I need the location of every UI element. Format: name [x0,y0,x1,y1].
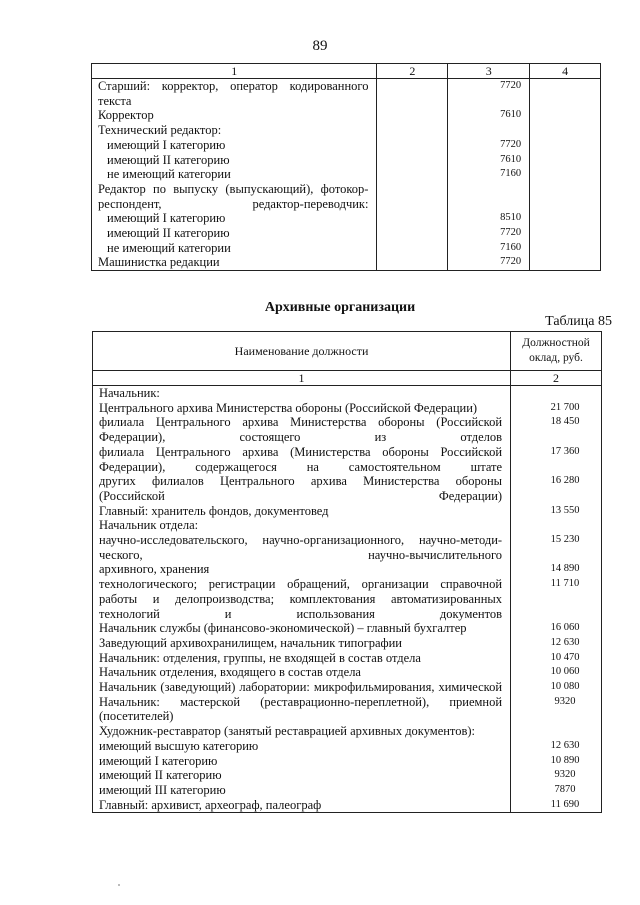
salary-header: Должностной оклад, руб. [511,332,602,371]
position-label: имеющий высшую категорию [93,739,511,754]
position-label: архивного, хранения [93,562,511,577]
header-row [93,332,602,371]
table-row [93,665,602,680]
table-row [93,474,602,503]
salary-value: 11 690 [511,798,602,813]
salary-value: 18 450 [511,415,602,444]
empty-cell [530,108,601,123]
position-label: Технический редактор: [92,123,377,138]
salary-value: 17 360 [511,445,602,474]
salary-value: 16 280 [511,474,602,503]
salary-value: 10 890 [511,754,602,769]
position-label: Начальник отдела: [93,518,511,533]
salary-value: 7720 [448,79,530,109]
empty-cell [377,211,448,226]
salary-value: 10 060 [511,665,602,680]
continued-salary-table [91,63,601,271]
salary-value: 7720 [448,226,530,241]
salary-value: 7720 [448,138,530,153]
table-row [92,153,601,168]
column-number: 2 [377,64,448,79]
section-title: Архивные организации [264,300,416,315]
table-row [93,401,602,416]
position-label: имеющий I категорию [92,211,377,226]
empty-cell [530,153,601,168]
salary-value [511,386,602,401]
position-label: имеющий II категорию [92,226,377,241]
page-number: 89 [312,38,328,54]
table-row [93,386,602,401]
salary-value: 15 230 [511,533,602,562]
salary-value: 7160 [448,241,530,256]
table-row [93,562,602,577]
position-label: Старший: корректор, оператор кодированного текста [92,79,377,109]
table-row [93,783,602,798]
position-label: Редактор по выпуску (выпускающий), фотокор-респондент, редактор-переводчик: [92,182,377,211]
table-row [93,695,602,724]
empty-cell [530,167,601,182]
position-label: имеющий I категорию [92,138,377,153]
column-number: 1 [92,64,377,79]
salary-value: 8510 [448,211,530,226]
empty-cell [377,182,448,211]
empty-cell [530,241,601,256]
table-row [92,255,601,270]
salary-value [448,123,530,138]
empty-cell [377,123,448,138]
table-row [93,651,602,666]
salary-value: 12 630 [511,739,602,754]
table-row [93,739,602,754]
table-row [93,798,602,813]
salary-value: 10 470 [511,651,602,666]
empty-cell [377,241,448,256]
empty-cell [377,108,448,123]
table-row [93,518,602,533]
table-row [93,754,602,769]
column-number: 2 [511,371,602,386]
salary-value: 12 630 [511,636,602,651]
position-label: Машинистка редакции [92,255,377,270]
archive-salary-table [92,331,602,813]
position-label: филиала Центрального архива (Министерства обороны Российской Федерации), содержащегося на самостоятельном штате [93,445,511,474]
salary-value: 10 080 [511,680,602,695]
empty-cell [377,226,448,241]
table-row [92,167,601,182]
salary-value: 14 890 [511,562,602,577]
table-row [92,79,601,109]
table-row [93,504,602,519]
salary-value: 7160 [448,167,530,182]
empty-cell [377,138,448,153]
position-label: Начальник: отделения, группы, не входящей в состав отдела [93,651,511,666]
salary-value: 21 700 [511,401,602,416]
table-row [92,211,601,226]
column-number-row [92,64,601,79]
empty-cell [530,138,601,153]
empty-cell [530,211,601,226]
table-number: Таблица 85 [545,314,612,329]
table-row [93,577,602,621]
position-label: научно-исследовательского, научно-организационного, научно-методи-ческого, научно-вычислительного [93,533,511,562]
salary-value: 9320 [511,695,602,724]
position-label: Центрального архива Министерства обороны (Российской Федерации) [93,401,511,416]
table-row [93,768,602,783]
column-number: 3 [448,64,530,79]
table-row [92,182,601,211]
position-label: Начальник: мастерской (реставрационно-переплетной), приемной (посетителей) [93,695,511,724]
position-label: Начальник (заведующий) лаборатории: микрофильмирования, химической [93,680,511,695]
empty-cell [530,226,601,241]
column-number: 1 [93,371,511,386]
table-row [92,108,601,123]
table-row [93,621,602,636]
empty-cell [530,79,601,109]
column-number-row [93,371,602,386]
position-label: имеющий II категорию [92,153,377,168]
position-name-header: Наименование должности [93,332,511,371]
empty-cell [530,123,601,138]
position-label: Заведующий архивохранилищем, начальник типографии [93,636,511,651]
salary-value: 11 710 [511,577,602,621]
empty-cell [377,79,448,109]
empty-cell [530,182,601,211]
table-row [92,241,601,256]
salary-value [511,724,602,739]
position-label: Начальник: [93,386,511,401]
salary-value: 7610 [448,108,530,123]
position-label: других филиалов Центрального архива Министерства обороны (Российской Федерации) [93,474,511,503]
table-row [93,724,602,739]
position-label: не имеющий категории [92,167,377,182]
empty-cell [377,153,448,168]
table-row [93,415,602,444]
empty-cell [377,255,448,270]
column-number: 4 [530,64,601,79]
position-label: Главный: хранитель фондов, документовед [93,504,511,519]
table-row [93,636,602,651]
position-label: Начальник отделения, входящего в состав отдела [93,665,511,680]
position-label: технологического; регистрации обращений, организации справочной работы и делопроизводства; комплектования автоматизированных технологий и использования документов [93,577,511,621]
table-row [92,138,601,153]
salary-value: 16 060 [511,621,602,636]
table-row [92,123,601,138]
salary-value [511,518,602,533]
table-row [93,680,602,695]
salary-value: 7610 [448,153,530,168]
position-label: Корректор [92,108,377,123]
salary-value: 9320 [511,768,602,783]
empty-cell [377,167,448,182]
table-row [93,533,602,562]
salary-value: 7870 [511,783,602,798]
position-label: Художник-реставратор (занятый реставрацией архивных документов): [93,724,511,739]
position-label: Начальник службы (финансово-экономической) – главный бухгалтер [93,621,511,636]
salary-value: 13 550 [511,504,602,519]
salary-value [448,182,530,211]
position-label: филиала Центрального архива Министерства обороны (Российской Федерации), состоящего из отделов [93,415,511,444]
scan-speck [118,884,120,886]
position-label: имеющий II категорию [93,768,511,783]
position-label: Главный: архивист, археограф, палеограф [93,798,511,813]
position-label: имеющий I категорию [93,754,511,769]
empty-cell [530,255,601,270]
table-row [93,445,602,474]
position-label: не имеющий категории [92,241,377,256]
table-row [92,226,601,241]
position-label: имеющий III категорию [93,783,511,798]
salary-value: 7720 [448,255,530,270]
